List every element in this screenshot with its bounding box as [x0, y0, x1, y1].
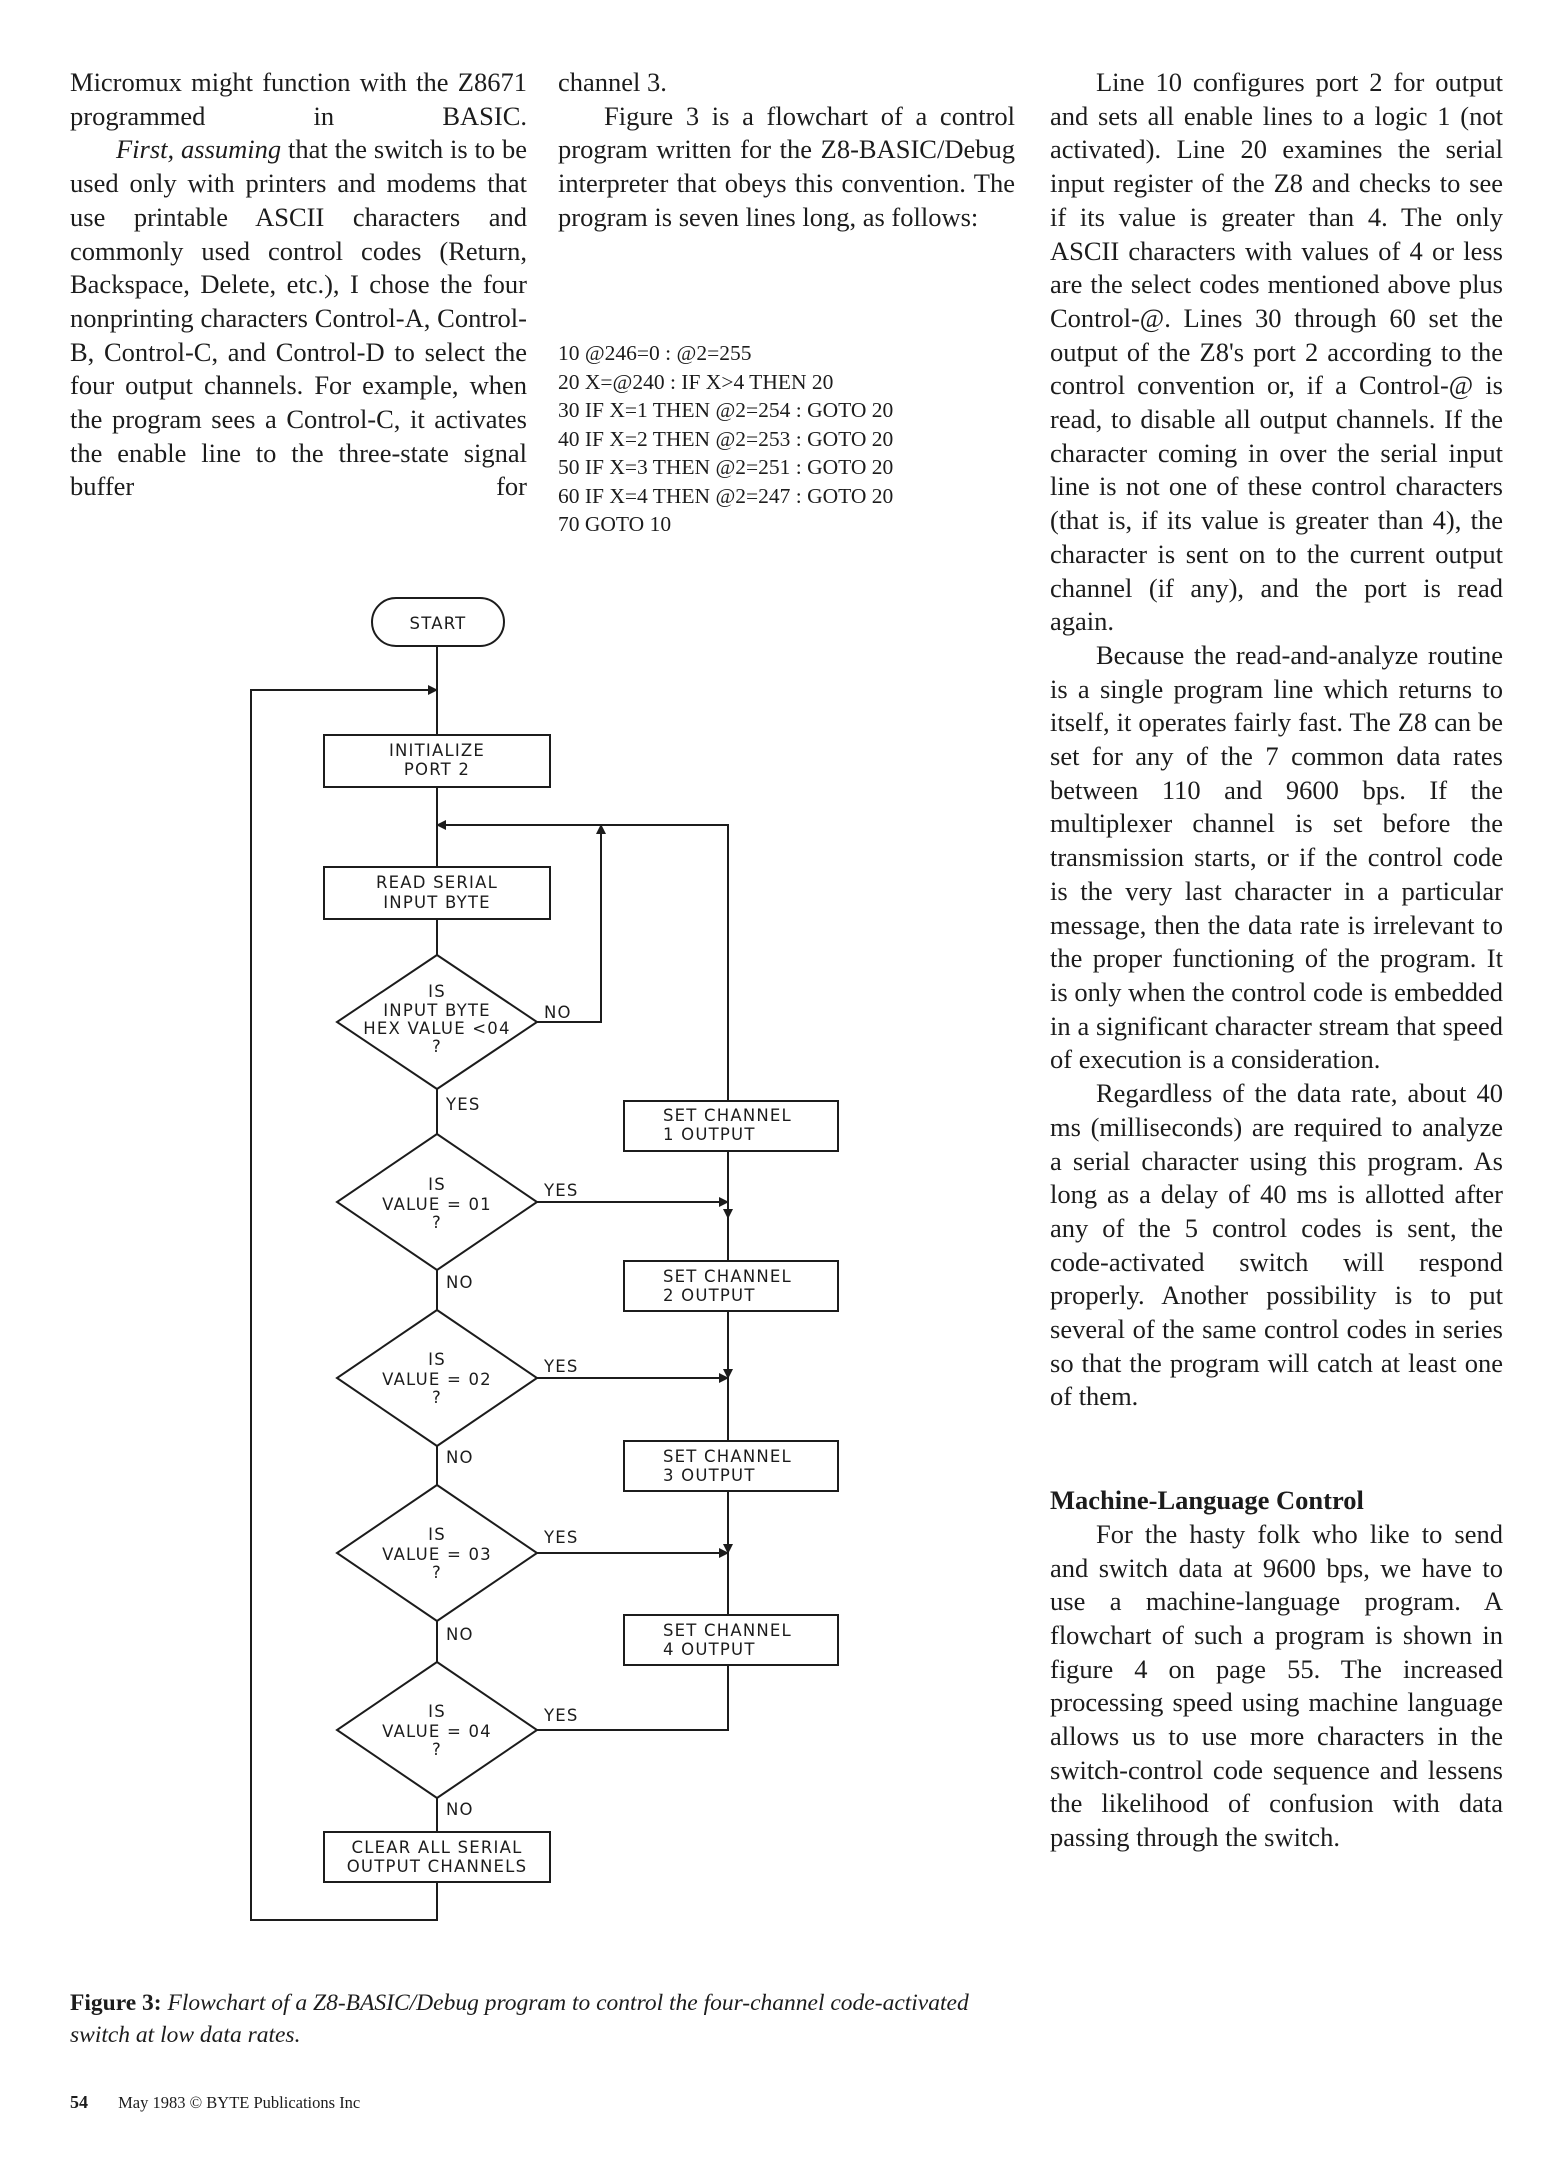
decision-label: VALUE = 04: [382, 1722, 492, 1741]
decision-label: IS: [428, 982, 446, 1001]
channel-label: SET CHANNEL: [663, 1267, 792, 1286]
code-line: 10 @246=0 : @2=255: [558, 341, 752, 365]
decision-label: INPUT BYTE: [383, 1001, 491, 1020]
channel-label: 1 OUTPUT: [663, 1125, 756, 1144]
decision-label: ?: [432, 1213, 442, 1232]
decision-label: IS: [428, 1175, 446, 1194]
caption-text: Flowchart of a Z8-BASIC/Debug program to control the four-channel code-activated switch at low data rates.: [70, 1990, 969, 2048]
no-label: NO: [446, 1625, 474, 1644]
code-line: 40 IF X=2 THEN @2=253 : GOTO 20: [558, 426, 894, 451]
code-line: 70 GOTO 10: [558, 512, 672, 536]
decision-label: ?: [432, 1563, 442, 1582]
page-footer: [70, 2092, 360, 2113]
yes-label: YES: [446, 1095, 481, 1114]
paragraph: Regardless of the data rate, about 40 ms (milliseconds) are required to analyze a serial character using this program. As long as a delay of 40 ms is allotted after any of the 5 control codes is sent, the code-activated switch will respond properly. Another possibility is to put several of the same control codes in series so that the program will catch at least one of them.: [1050, 1078, 1503, 1412]
right-text-column: [1050, 66, 1503, 1855]
code-line: 30 IF X=1 THEN @2=254 : GOTO 20: [558, 398, 894, 422]
decision-label: VALUE = 01: [382, 1195, 492, 1214]
clear-label: OUTPUT CHANNELS: [346, 1857, 528, 1876]
page-number: 54: [70, 2092, 88, 2112]
paragraph: Line 10 configures port 2 for output and sets all enable lines to a logic 1 (not activated). Line 20 examines the serial input register of the Z8 and checks to see if its value is greater than 4. The only ASCII characters with values of 4 or less are the select codes mentioned above plus Control-@. Lines 30 through 60 set the output of the Z8's port 2 according to the control convention or, if a Control-@ is read, to disable all output channels. If the character coming in over the serial input line is not one of these control characters (that is, if its value is greater than 4), the character is sent on to the current output channel (if any), and the port is read again.: [1050, 67, 1503, 637]
init-label: PORT 2: [403, 760, 471, 779]
channel-label: 2 OUTPUT: [663, 1286, 756, 1305]
caption-label: Figure 3:: [70, 1990, 162, 2016]
yes-label: YES: [544, 1706, 579, 1725]
paragraph: Because the read-and-analyze routine is a single program line which returns to itself, it operates fairly fast. The Z8 can be set for any of the 7 common data rates between 110 and 9600 bps. If the multiplexer channel is set before the transmission starts, or if the control code is the very last character in a particular message, then the data rate is irrelevant to the proper functioning of the program. It is only when the control code is embedded in a significant character stream that speed of execution is a consideration.: [1050, 639, 1503, 1075]
decision-label: IS: [428, 1350, 446, 1369]
code-line: 20 X=@240 : IF X>4 THEN 20: [558, 369, 834, 394]
no-label: NO: [544, 1003, 572, 1022]
no-label: NO: [446, 1800, 474, 1819]
no-label: NO: [446, 1273, 474, 1292]
start-label: START: [409, 614, 467, 633]
clear-label: CLEAR ALL SERIAL: [351, 1838, 523, 1857]
channel-label: 4 OUTPUT: [663, 1640, 756, 1659]
decision-label: HEX VALUE <04: [363, 1019, 511, 1038]
channel-label: SET CHANNEL: [663, 1447, 792, 1466]
init-label: INITIALIZE: [388, 741, 486, 760]
paragraph-text: that the switch is to be used only with printers and modems that use printable ASCII characters and commonly used control codes (Return, Backspace, Delete, etc.), I chose the four nonprinting characters Control-A, Control-B, Control-C, and Control-D to select the four output channels. For example, when the program sees a Control-C, it activates the enable line to the three-state signal buffer for: [70, 134, 527, 502]
yes-label: YES: [544, 1181, 579, 1200]
footer-text: May 1983 © BYTE Publications Inc: [118, 2093, 361, 2112]
decision-label: VALUE = 02: [382, 1370, 492, 1389]
decision-label: IS: [428, 1525, 446, 1544]
paragraph: Micromux might function with the Z8671 programmed in BASIC.: [70, 67, 527, 131]
decision-label: ?: [432, 1037, 442, 1056]
yes-label: YES: [544, 1528, 579, 1547]
read-label: READ SERIAL: [375, 873, 499, 892]
decision-label: ?: [432, 1740, 442, 1759]
paragraph: channel 3.: [558, 67, 667, 97]
decision-label: IS: [428, 1702, 446, 1721]
yes-label: YES: [544, 1357, 579, 1376]
paragraph: Figure 3 is a flowchart of a control program written for the Z8-BASIC/Debug interpreter that obeys this convention. The program is seven lines long, as follows:: [558, 100, 1015, 232]
decision-label: ?: [432, 1388, 442, 1407]
figure-caption: [70, 1987, 1030, 2051]
code-line: 60 IF X=4 THEN @2=247 : GOTO 20: [558, 483, 894, 508]
no-label: NO: [446, 1448, 474, 1467]
section-heading: Machine-Language Control: [1050, 1485, 1364, 1516]
channel-label: SET CHANNEL: [663, 1106, 792, 1125]
italic-lead: First, assuming: [116, 134, 282, 165]
read-label: INPUT BYTE: [383, 893, 491, 912]
channel-label: SET CHANNEL: [663, 1621, 792, 1640]
decision-label: VALUE = 03: [382, 1545, 492, 1564]
paragraph: For the hasty folk who like to send and switch data at 9600 bps, we have to use a machine-language program. A flowchart of such a program is shown in figure 4 on page 55. The increased processing speed using machine language allows us to use more characters in the switch-control code sequence and lessens the likelihood of confusion with data passing through the switch.: [1050, 1518, 1503, 1853]
code-line: 50 IF X=3 THEN @2=251 : GOTO 20: [558, 455, 894, 479]
channel-label: 3 OUTPUT: [663, 1466, 756, 1485]
